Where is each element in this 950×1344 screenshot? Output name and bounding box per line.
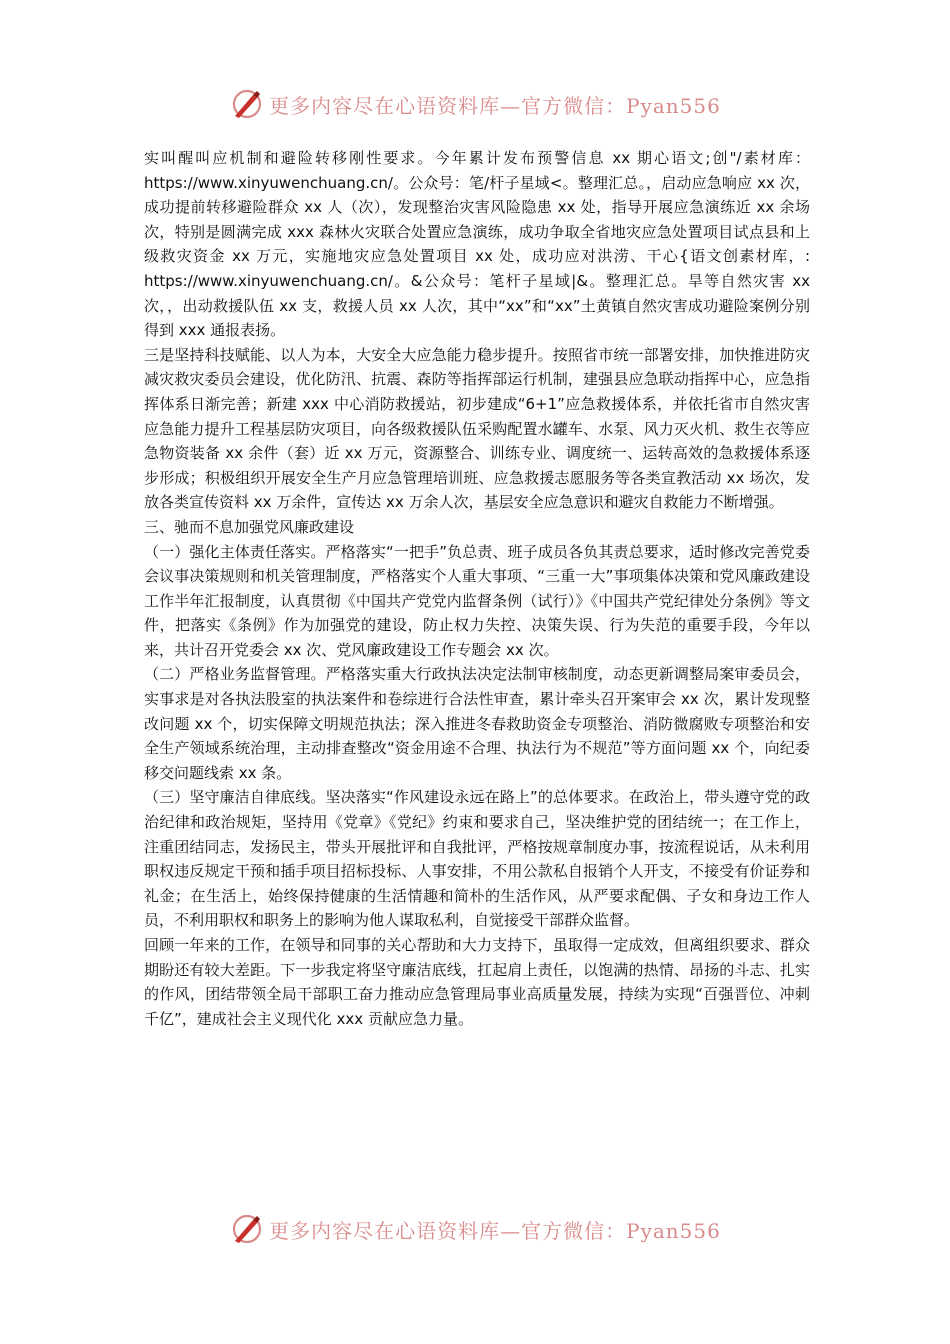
banner-text: 更多内容尽在心语资料库—官方微信：Pyan556 — [269, 1218, 721, 1243]
pen-logo-icon — [229, 1211, 265, 1247]
paragraph: （三）坚守廉洁自律底线。坚决落实“作风建设永远在路上”的总体要求。在政治上，带头遵守党的政治纪律和政治规矩，坚持用《党章》《党纪》约束和要求自己，坚决维护党的团结统一；在工作上，注重团结同志，发扬民主，带头开展批评和自我批评，严格按规章制度办事，按流程说话，从未利用职权违反规定干预和插手项目招标投标、人事安排，不用公款私自报销个人开支，不接受有价证券和礼金；在生活上，始终保持健康的生活情趣和简朴的生活作风，从严要求配偶、子女和身边工作人员，不利用职权和职务上的影响为他人谋取私利，自觉接受干部群众监督。 — [144, 788, 810, 930]
paragraph: 回顾一年来的工作，在领导和同事的关心帮助和大力支持下，虽取得一定成效，但离组织要求、群众期盼还有较大差距。下一步我定将坚守廉洁底线，扛起肩上责任，以饱满的热情、昂扬的斗志、扎实的作风，团结带领全局干部职工奋力推动应急管理局事业高质量发展，持续为实现“百强晋位、冲刺千亿”，建成社会主义现代化 xxx 贡献应急力量。 — [144, 936, 810, 1028]
paragraph: （一）强化主体责任落实。严格落实“一把手”负总责、班子成员各负其责总要求，适时修改完善党委会议事决策规则和机关管理制度，严格落实个人重大事项、“三重一大”事项集体决策和党风廉政建设工作半年汇报制度，认真贯彻《中国共产党党内监督条例（试行）》《中国共产党纪律处分条例》等文件，把落实《条例》作为加强党的建设，防止权力失控、决策失误、行为失范的重要手段，今年以来，共计召开党委会 xx 次、党风廉政建设工作专题会 xx 次。 — [144, 542, 810, 659]
pen-logo-icon — [229, 86, 265, 122]
header-banner — [0, 84, 950, 124]
document-body — [144, 146, 810, 1031]
banner-text: 更多内容尽在心语资料库—官方微信：Pyan556 — [269, 93, 721, 118]
paragraph: 实叫醒叫应机制和避险转移刚性要求。今年累计发布预警信息 xx 期心语文;创"/素材库：https://www.xinyuwenchuang.cn/。公众号：笔/杆子星域<。整理汇总。，启动应急响应 xx 次，成功提前转移避险群众 xx 人（次），发现整治灾害风险隐患 xx 处，指导开展应急演练近 xx 余场次，特别是圆满完成 xxx 森林火灾联合处置应急演练，成功争取全省地灾应急处置项目试点县和上级救灾资金 xx 万元，实施地灾应急处置项目 xx 处，成功应对洪涝、干心{语文创素材库，: https://www.xinyuwenchuang.cn/。&公众号：笔杆子星域|&。整理汇总。旱等自然灾害 xx 次，，出动救援队伍 xx 支，救援人员 xx 人次，其中“xx”和“xx”土黄镇自然灾害成功避险案例分别得到 xxx 通报表扬。 — [144, 149, 810, 340]
paragraph: 三是坚持科技赋能、以人为本，大安全大应急能力稳步提升。按照省市统一部署安排，加快推进防灾减灾救灾委员会建设，优化防汛、抗震、森防等指挥部运行机制，建强县应急联动指挥中心，应急指挥体系日渐完善；新建 xxx 中心消防救援站，初步建成“6+1”应急救援体系，并依托省市自然灾害应急能力提升工程基层防灾项目，向各级救援队伍采购配置水罐车、水泵、风力灭火机、救生衣等应急物资装备 xx 余件（套）近 xx 万元，资源整合、训练专业、调度统一、运转高效的急救援体系逐步形成；积极组织开展安全生产月应急管理培训班、应急救援志愿服务等各类宣教活动 xx 场次，发放各类宣传资料 xx 万余件，宣传达 xx 万余人次，基层安全应急意识和避灾自救能力不断增强。 — [144, 345, 810, 512]
paragraph: （二）严格业务监督管理。严格落实重大行政执法决定法制审核制度，动态更新调整局案审委员会，实事求是对各执法股室的执法案件和卷综进行合法性审查，累计牵头召开案审会 xx 次，累计发现整改问题 xx 个，切实保障文明规范执法；深入推进冬春救助资金专项整治、消防微腐败专项整治和安全生产领域系统治理，主动排查整改“资金用途不合理、执法行为不规范”等方面问题 xx 个，向纪委移交问题线索 xx 条。 — [144, 665, 810, 782]
footer-banner — [0, 1209, 950, 1249]
section-heading: 三、驰而不息加强党风廉政建设 — [144, 517, 355, 536]
